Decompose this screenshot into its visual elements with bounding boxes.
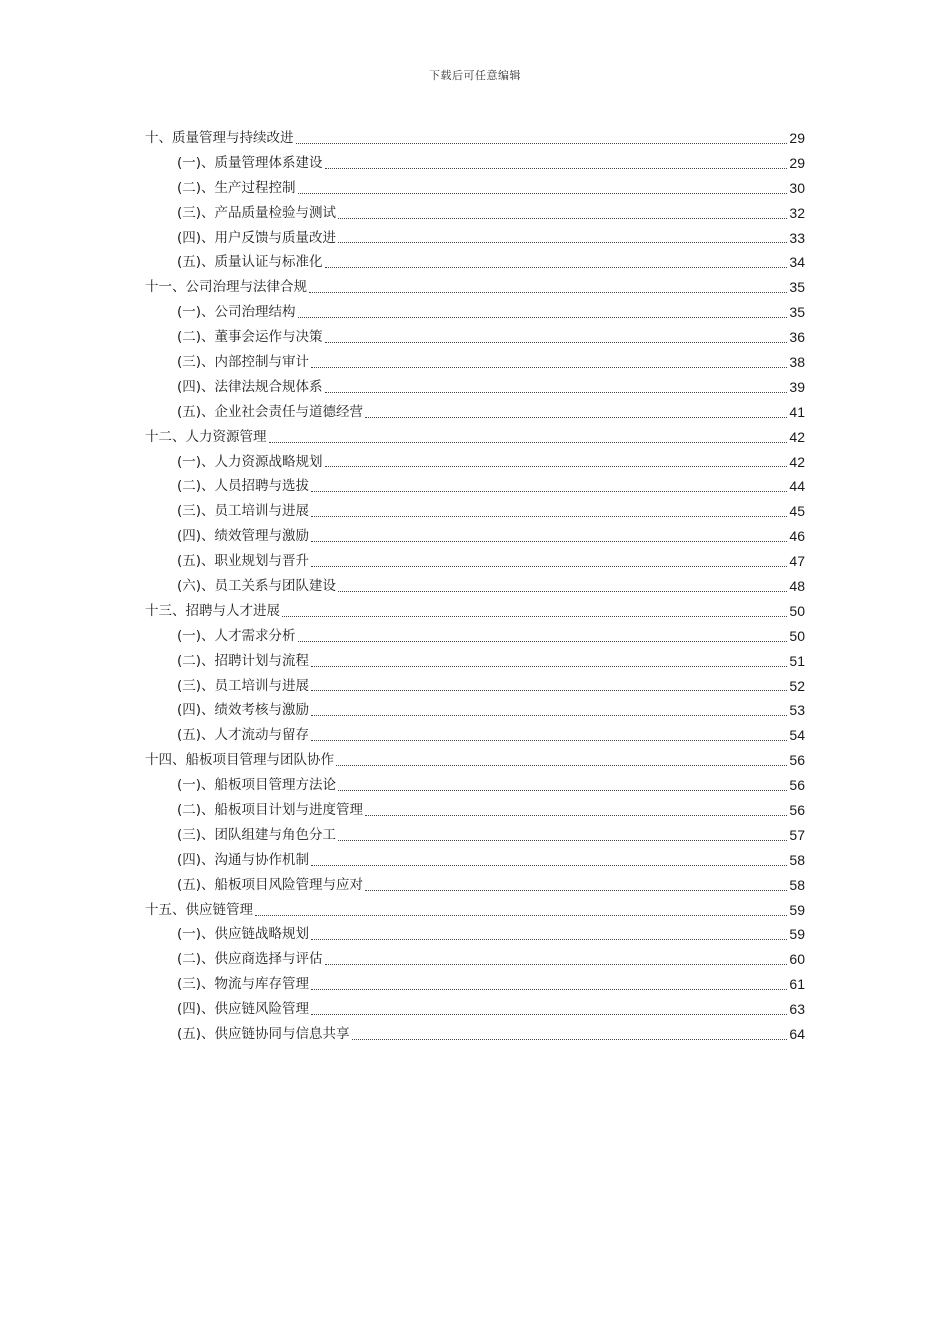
toc-section-entry[interactable] bbox=[145, 823, 805, 848]
toc-entry-label: (四)、供应链风险管理 bbox=[177, 1001, 310, 1018]
toc-page-number: 45 bbox=[789, 503, 805, 520]
toc-entry-label: (五)、船板项目风险管理与应对 bbox=[177, 876, 364, 893]
toc-page-number: 60 bbox=[789, 951, 805, 968]
toc-section-entry[interactable] bbox=[145, 549, 805, 574]
toc-page-number: 58 bbox=[789, 851, 805, 868]
toc-dot-leader bbox=[338, 217, 787, 219]
toc-page-number: 56 bbox=[789, 802, 805, 819]
toc-section-entry[interactable] bbox=[145, 873, 805, 898]
toc-dot-leader bbox=[325, 341, 788, 343]
toc-page-number: 58 bbox=[789, 876, 805, 893]
toc-dot-leader bbox=[325, 266, 788, 268]
toc-page-number: 59 bbox=[789, 901, 805, 918]
toc-dot-leader bbox=[365, 416, 787, 418]
toc-page-number: 38 bbox=[789, 354, 805, 370]
toc-section-entry[interactable] bbox=[145, 499, 805, 524]
toc-dot-leader bbox=[311, 739, 787, 741]
toc-page-number: 50 bbox=[789, 602, 805, 619]
toc-dot-leader bbox=[311, 1013, 787, 1015]
toc-chapter-entry[interactable] bbox=[145, 275, 805, 300]
toc-page-number: 42 bbox=[789, 453, 805, 470]
toc-page-number: 64 bbox=[789, 1026, 805, 1043]
toc-entry-label: (五)、人才流动与留存 bbox=[177, 727, 310, 744]
toc-dot-leader bbox=[309, 291, 787, 293]
table-of-contents bbox=[145, 126, 805, 1047]
toc-entry-label: (二)、船板项目计划与进度管理 bbox=[177, 802, 364, 819]
toc-page-number: 35 bbox=[789, 279, 805, 296]
toc-dot-leader bbox=[311, 366, 787, 368]
page-header: 下载后可任意编辑 bbox=[429, 69, 521, 82]
toc-section-entry[interactable] bbox=[145, 649, 805, 674]
toc-entry-label: (二)、生产过程控制 bbox=[177, 179, 296, 196]
toc-dot-leader bbox=[311, 565, 787, 567]
toc-entry-label: (五)、供应链协同与信息共享 bbox=[177, 1026, 350, 1043]
toc-page-number: 34 bbox=[789, 254, 805, 271]
toc-page-number: 56 bbox=[789, 777, 805, 794]
toc-page-number: 59 bbox=[789, 926, 805, 943]
toc-section-entry[interactable] bbox=[145, 300, 805, 325]
toc-section-entry[interactable] bbox=[145, 400, 805, 425]
toc-dot-leader bbox=[311, 864, 787, 866]
toc-entry-label: (一)、质量管理体系建设 bbox=[177, 154, 323, 171]
toc-page-number: 29 bbox=[789, 154, 805, 171]
toc-page-number: 33 bbox=[789, 229, 805, 246]
toc-entry-label: 十二、人力资源管理 bbox=[145, 428, 267, 445]
toc-dot-leader bbox=[338, 590, 787, 592]
toc-section-entry[interactable] bbox=[145, 474, 805, 499]
toc-page-number: 57 bbox=[789, 826, 805, 843]
toc-dot-leader bbox=[311, 938, 787, 940]
toc-section-entry[interactable] bbox=[145, 226, 805, 251]
toc-dot-leader bbox=[282, 615, 787, 617]
toc-entry-label: (三)、物流与库存管理 bbox=[177, 976, 310, 993]
toc-section-entry[interactable] bbox=[145, 1022, 805, 1047]
toc-page-number: 29 bbox=[789, 129, 805, 146]
toc-dot-leader bbox=[311, 689, 787, 691]
toc-section-entry[interactable] bbox=[145, 250, 805, 275]
toc-page-number: 39 bbox=[789, 378, 805, 395]
toc-section-entry[interactable] bbox=[145, 450, 805, 475]
toc-page-number: 47 bbox=[789, 553, 805, 570]
toc-dot-leader bbox=[325, 391, 788, 393]
toc-dot-leader bbox=[352, 1038, 788, 1040]
toc-section-entry[interactable] bbox=[145, 773, 805, 798]
toc-entry-label: 十四、船板项目管理与团队协作 bbox=[145, 752, 334, 769]
toc-dot-leader bbox=[311, 490, 787, 492]
toc-dot-leader bbox=[365, 889, 787, 891]
toc-dot-leader bbox=[338, 789, 787, 791]
toc-chapter-entry[interactable] bbox=[145, 126, 805, 151]
toc-entry-label: (一)、供应链战略规划 bbox=[177, 926, 310, 943]
toc-entry-label: (三)、员工培训与进展 bbox=[177, 503, 310, 520]
toc-page-number: 36 bbox=[789, 329, 805, 346]
toc-entry-label: (四)、绩效考核与激励 bbox=[177, 702, 310, 719]
toc-dot-leader bbox=[325, 167, 788, 169]
toc-entry-label: (三)、内部控制与审计 bbox=[177, 354, 310, 370]
toc-dot-leader bbox=[269, 441, 788, 443]
toc-page-number: 30 bbox=[789, 179, 805, 196]
toc-page-number: 53 bbox=[789, 702, 805, 719]
toc-section-entry[interactable] bbox=[145, 848, 805, 873]
toc-page-number: 52 bbox=[789, 677, 805, 694]
toc-entry-label: 十一、公司治理与法律合规 bbox=[145, 279, 307, 296]
toc-dot-leader bbox=[311, 515, 787, 517]
toc-dot-leader bbox=[311, 665, 787, 667]
toc-dot-leader bbox=[298, 640, 788, 642]
toc-entry-label: (一)、人力资源战略规划 bbox=[177, 453, 323, 470]
toc-entry-label: (五)、质量认证与标准化 bbox=[177, 254, 323, 271]
toc-dot-leader bbox=[338, 839, 787, 841]
toc-entry-label: (四)、沟通与协作机制 bbox=[177, 851, 310, 868]
toc-section-entry[interactable] bbox=[145, 997, 805, 1022]
toc-dot-leader bbox=[298, 192, 788, 194]
toc-dot-leader bbox=[365, 814, 787, 816]
toc-entry-label: (二)、人员招聘与选拔 bbox=[177, 478, 310, 495]
toc-dot-leader bbox=[325, 963, 788, 965]
toc-entry-label: (一)、船板项目管理方法论 bbox=[177, 777, 337, 794]
toc-page-number: 48 bbox=[789, 578, 805, 595]
toc-section-entry[interactable] bbox=[145, 325, 805, 350]
toc-chapter-entry[interactable] bbox=[145, 599, 805, 624]
toc-page-number: 54 bbox=[789, 727, 805, 744]
toc-section-entry[interactable] bbox=[145, 972, 805, 997]
toc-section-entry[interactable] bbox=[145, 524, 805, 549]
toc-entry-label: 十五、供应链管理 bbox=[145, 901, 253, 918]
toc-dot-leader bbox=[311, 540, 787, 542]
toc-section-entry[interactable] bbox=[145, 350, 805, 375]
toc-entry-label: (三)、员工培训与进展 bbox=[177, 677, 310, 694]
toc-section-entry[interactable] bbox=[145, 574, 805, 599]
toc-page-number: 63 bbox=[789, 1001, 805, 1018]
toc-entry-label: 十、质量管理与持续改进 bbox=[145, 129, 294, 146]
toc-page-number: 41 bbox=[789, 403, 805, 420]
toc-entry-label: (二)、招聘计划与流程 bbox=[177, 652, 310, 669]
toc-page-number: 44 bbox=[789, 478, 805, 495]
toc-dot-leader bbox=[311, 988, 787, 990]
toc-page-number: 46 bbox=[789, 528, 805, 545]
toc-page-number: 56 bbox=[789, 752, 805, 769]
toc-entry-label: (四)、用户反馈与质量改进 bbox=[177, 229, 337, 246]
toc-entry-label: (二)、董事会运作与决策 bbox=[177, 329, 323, 346]
toc-section-entry[interactable] bbox=[145, 723, 805, 748]
toc-chapter-entry[interactable] bbox=[145, 898, 805, 923]
toc-entry-label: 十三、招聘与人才进展 bbox=[145, 602, 280, 619]
toc-chapter-entry[interactable] bbox=[145, 748, 805, 773]
toc-section-entry[interactable] bbox=[145, 176, 805, 201]
toc-page-number: 51 bbox=[789, 652, 805, 669]
toc-entry-label: (四)、绩效管理与激励 bbox=[177, 528, 310, 545]
toc-entry-label: (二)、供应商选择与评估 bbox=[177, 951, 323, 968]
toc-entry-label: (六)、员工关系与团队建设 bbox=[177, 578, 337, 595]
toc-page-number: 50 bbox=[789, 627, 805, 644]
toc-section-entry[interactable] bbox=[145, 674, 805, 699]
toc-entry-label: (五)、职业规划与晋升 bbox=[177, 553, 310, 570]
toc-section-entry[interactable] bbox=[145, 798, 805, 823]
toc-dot-leader bbox=[255, 914, 787, 916]
toc-entry-label: (三)、团队组建与角色分工 bbox=[177, 826, 337, 843]
toc-section-entry[interactable] bbox=[145, 375, 805, 400]
toc-entry-label: (四)、法律法规合规体系 bbox=[177, 378, 323, 395]
toc-dot-leader bbox=[325, 465, 788, 467]
toc-dot-leader bbox=[311, 714, 787, 716]
toc-page-number: 42 bbox=[789, 428, 805, 445]
toc-section-entry[interactable] bbox=[145, 947, 805, 972]
toc-page-number: 61 bbox=[789, 976, 805, 993]
toc-dot-leader bbox=[296, 142, 788, 144]
toc-section-entry[interactable] bbox=[145, 698, 805, 723]
toc-entry-label: (五)、企业社会责任与道德经营 bbox=[177, 403, 364, 420]
toc-dot-leader bbox=[298, 316, 788, 318]
toc-entry-label: (一)、人才需求分析 bbox=[177, 627, 296, 644]
toc-page-number: 35 bbox=[789, 304, 805, 321]
toc-chapter-entry[interactable] bbox=[145, 425, 805, 450]
toc-dot-leader bbox=[338, 241, 787, 243]
toc-entry-label: (一)、公司治理结构 bbox=[177, 304, 296, 321]
toc-section-entry[interactable] bbox=[145, 151, 805, 176]
toc-page-number: 32 bbox=[789, 204, 805, 221]
toc-entry-label: (三)、产品质量检验与测试 bbox=[177, 204, 337, 221]
toc-section-entry[interactable] bbox=[145, 923, 805, 948]
toc-section-entry[interactable] bbox=[145, 624, 805, 649]
toc-dot-leader bbox=[336, 764, 787, 766]
toc-section-entry[interactable] bbox=[145, 201, 805, 226]
